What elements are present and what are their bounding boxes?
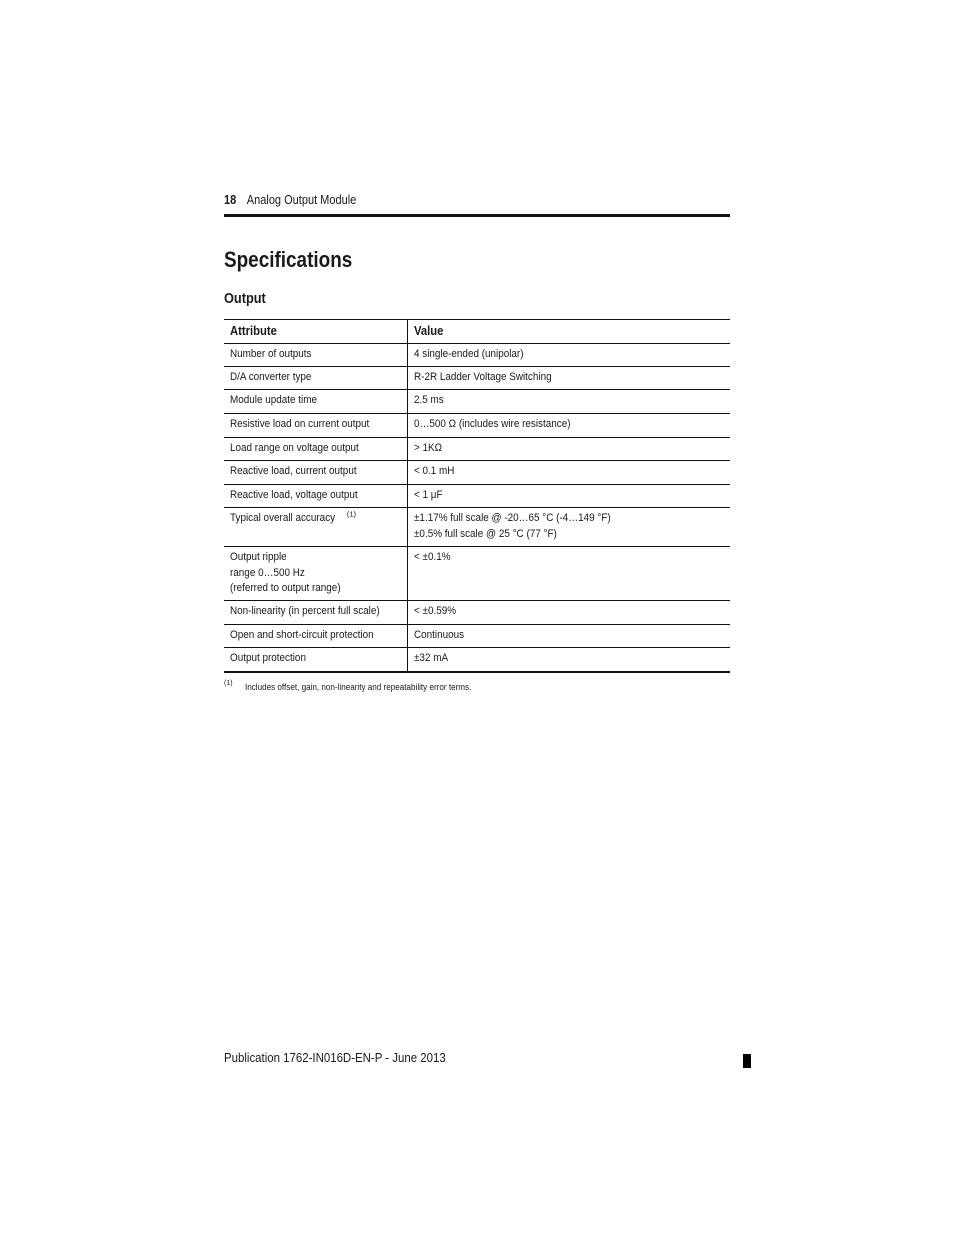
attribute-cell — [224, 461, 407, 485]
section-title: Specifications — [224, 247, 353, 272]
value-cell — [407, 625, 730, 648]
attribute-cell — [224, 367, 407, 390]
column-header-attribute: Attribute — [224, 320, 407, 344]
table-row — [224, 438, 730, 461]
table-row — [224, 344, 730, 367]
value-text: 0…500 Ω (includes wire resistance) — [413, 418, 571, 430]
attribute-text: Resistive load on current output — [230, 418, 370, 430]
attribute-text: D/A converter type — [230, 371, 312, 383]
column-header-value: Value — [407, 320, 730, 344]
header-rule — [224, 214, 730, 217]
value-cell — [407, 601, 730, 625]
attribute-cell — [224, 648, 407, 672]
value-cell — [407, 390, 730, 414]
attribute-text: Open and short-circuit protection — [230, 629, 374, 641]
table-row — [224, 414, 730, 438]
publication-footer: Publication 1762-IN016D-EN-P - June 2013 — [224, 1050, 446, 1065]
value-text: < ±0.59% — [413, 605, 456, 617]
table-row — [224, 390, 730, 414]
table-header-row — [224, 320, 730, 344]
value-cell — [407, 367, 730, 390]
attribute-text: Output protection — [230, 652, 306, 664]
footnote-mark: (1) — [224, 680, 233, 687]
value-cell — [407, 414, 730, 438]
value-cell — [407, 547, 730, 601]
attribute-text: Typical overall accuracy — [230, 512, 336, 524]
attribute-text: Load range on voltage output — [230, 442, 359, 454]
value-cell — [407, 508, 730, 547]
attribute-text: Module update time — [230, 394, 317, 406]
page-number: 18 — [224, 193, 237, 207]
output-specifications-table — [224, 319, 730, 673]
attribute-cell — [224, 390, 407, 414]
value-cell — [407, 438, 730, 461]
footnote-reference: (1) — [346, 509, 356, 519]
value-cell — [407, 648, 730, 672]
running-header — [224, 192, 669, 208]
table-row — [224, 601, 730, 625]
attribute-text: Non-linearity (in percent full scale) — [230, 605, 380, 617]
value-text: 4 single-ended (unipolar) — [413, 348, 524, 360]
value-text: ±32 mA — [413, 652, 448, 664]
page-edge-marker — [743, 1054, 751, 1068]
attribute-cell — [224, 625, 407, 648]
table-row — [224, 625, 730, 648]
value-text: Continuous — [413, 629, 464, 641]
value-text: R-2R Ladder Voltage Switching — [413, 371, 552, 383]
table-row — [224, 461, 730, 485]
attribute-cell — [224, 485, 407, 508]
value-cell — [407, 485, 730, 508]
table-row — [224, 485, 730, 508]
chapter-title: Analog Output Module — [246, 193, 357, 207]
value-text: ±1.17% full scale @ -20…65 °C (-4…149 °F) ±0.5% full scale @ 25 °C (77 °F) — [413, 512, 611, 540]
value-text: < 1 μF — [413, 489, 443, 501]
value-text: 2.5 ms — [413, 394, 444, 406]
table-row — [224, 508, 730, 547]
footnote-text: Includes offset, gain, non-linearity and repeatability error terms. — [245, 682, 472, 692]
subsection-title: Output — [224, 291, 266, 307]
value-cell — [407, 344, 730, 367]
attribute-cell — [224, 414, 407, 438]
attribute-cell — [224, 601, 407, 625]
value-text: < ±0.1% — [413, 551, 451, 563]
value-text: > 1KΩ — [413, 442, 442, 454]
table-row — [224, 367, 730, 390]
attribute-text: Output ripple range 0…500 Hz (referred to output range) — [230, 551, 341, 594]
attribute-text: Number of outputs — [230, 348, 312, 360]
table-row — [224, 648, 730, 672]
attribute-cell — [224, 508, 407, 547]
value-cell — [407, 461, 730, 485]
attribute-cell — [224, 344, 407, 367]
table-row — [224, 547, 730, 601]
attribute-cell — [224, 547, 407, 601]
value-text: < 0.1 mH — [413, 465, 454, 477]
attribute-text: Reactive load, voltage output — [230, 489, 358, 501]
attribute-cell — [224, 438, 407, 461]
attribute-text: Reactive load, current output — [230, 465, 357, 477]
